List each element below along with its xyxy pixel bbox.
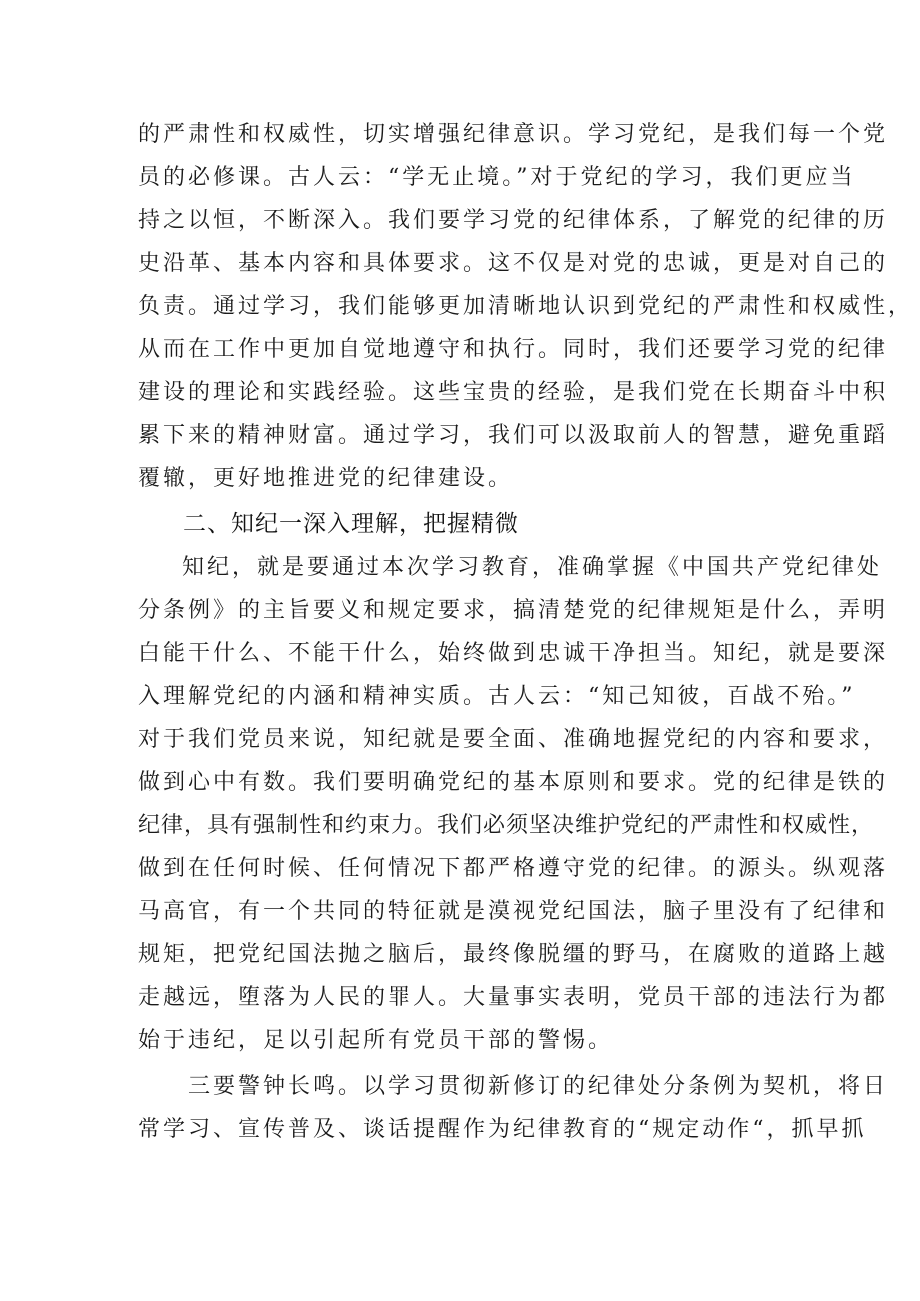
paragraph-line: 做到在任何时候、任何情况下都严格遵守党的纪律。的源头。纵观落 (138, 856, 889, 881)
paragraph-line: 入理解党纪的内涵和精神实质。古人云：“知己知彼，百战不殆。” (138, 684, 856, 709)
paragraph-line: 覆辙，更好地推进党的纪律建设。 (138, 466, 514, 491)
paragraph-line: 白能干什么、不能干什么，始终做到忠诚干净担当。知纪，就是要深 (138, 641, 889, 666)
paragraph-2 (138, 546, 889, 1062)
paragraph-line: 对于我们党员来说，知纪就是要全面、准确地握党纪的内容和要求， (138, 727, 889, 752)
paragraph-line: 从而在工作中更加自觉地遵守和执行。同时，我们还要学习党的纪律 (138, 337, 889, 362)
paragraph-line: 持之以恒，不断深入。我们要学习党的纪律体系，了解党的纪律的历 (138, 208, 889, 233)
paragraph-3 (138, 1065, 889, 1151)
paragraph-line: 建设的理论和实践经验。这些宝贵的经验，是我们党在长期奋斗中积 (138, 380, 889, 405)
paragraph-line: 纪律，具有强制性和约束力。我们必须坚决维护党纪的严肃性和权威性， (138, 813, 875, 838)
paragraph-line: 马高官，有一个共同的特征就是漠视党纪国法，脑子里没有了纪律和 (138, 899, 889, 924)
paragraph-line: 常学习、宣传普及、谈话提醒作为纪律教育的“规定动作“，抓早抓 (138, 1117, 867, 1142)
paragraph-1 (138, 113, 914, 500)
paragraph-line: 史沿革、基本内容和具体要求。这不仅是对党的忠诚，更是对自己的 (138, 251, 889, 276)
paragraph-line: 累下来的精神财富。通过学习，我们可以汲取前人的智慧，避免重蹈 (138, 423, 889, 448)
paragraph-line: 始于违纪，足以引起所有党员干部的警惕。 (138, 1028, 614, 1053)
paragraph-line: 规矩，把党纪国法抛之脑后，最终像脱缰的野马，在腐败的道路上越 (138, 942, 889, 967)
paragraph-line: 走越远，堕落为人民的罪人。大量事实表明，党员干部的违法行为都 (138, 985, 889, 1010)
paragraph-line: 做到心中有数。我们要明确党纪的基本原则和要求。党的纪律是铁的 (138, 770, 889, 795)
paragraph-line: 知纪，就是要通过本次学习教育，准确掌握《中国共产党纪律处 (182, 555, 883, 580)
paragraph-line: 分条例》的主旨要义和规定要求，搞清楚党的纪律规矩是什么，弄明 (138, 598, 889, 623)
paragraph-line: 三要警钟长鸣。以学习贯彻新修订的纪律处分条例为契机，将日 (188, 1074, 889, 1099)
paragraph-line: 员的必修课。古人云：“学无止境。”对于党纪的学习，我们更应当 (138, 165, 856, 190)
section-heading: 二、知纪一深入理解，把握精微 (183, 511, 519, 537)
paragraph-line: 负责。通过学习，我们能够更加清晰地认识到党纪的严肃性和权威性， (138, 294, 914, 319)
paragraph-line: 的严肃性和权威性，切实增强纪律意识。学习党纪，是我们每一个党 (138, 122, 889, 147)
